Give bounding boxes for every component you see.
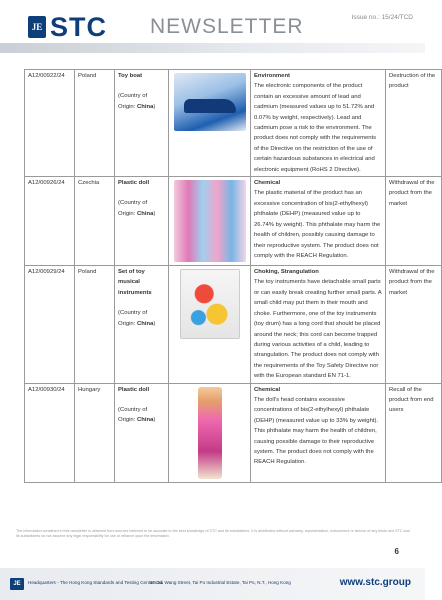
reference-cell: A12/00930/24 (25, 383, 75, 482)
image-cell (169, 177, 251, 266)
risk-cell (251, 177, 386, 266)
origin-label: (Country of Origin: (118, 200, 148, 217)
risk-title: Chemical (254, 386, 281, 393)
website-link[interactable]: www.stc.group (339, 577, 411, 588)
risk-cell (251, 383, 386, 482)
header (0, 0, 425, 60)
recall-table (24, 69, 442, 483)
origin-close: ) (153, 417, 156, 424)
country-cell: Poland (75, 70, 115, 177)
origin-label: (Country of Origin: (118, 93, 148, 110)
headquarters-text: Headquarters - The Hong Kong Standards and Testing Centre Ltd. (28, 580, 163, 585)
origin-label: (Country of Origin: (118, 406, 148, 424)
product-name: Set of toy musical instruments (118, 269, 152, 296)
origin-close: ) (153, 210, 156, 217)
risk-description: The electronic components of the product contain an excessive amount of lead and cadmium (measured values up to 51.72% and 0.07% by weight, respectively). Lead and cadmium pose a risk to the environment. The product does not comply with the requirements of the Directive on the restriction of the use of certain hazardous substances in electrical and electronic equipment (RoHS 2 Directive). (254, 83, 377, 173)
country-cell: Poland (75, 266, 115, 383)
footer-logo-icon: JE (10, 578, 24, 590)
origin-country: China (137, 210, 154, 217)
image-cell (169, 383, 251, 482)
disclaimer-text: The information contained in this newsletter is obtained from sources believed to be accurate to the best knowledge of STC and its subsidiaries. It is distributed without warranty, representation, inducement or licence of any kinds and STC and its subsidiaries do not assume any legal responsibility for use or reliance upon the information. (16, 529, 410, 539)
measure-cell: Withdrawal of the product from the market (386, 266, 442, 383)
risk-cell (251, 70, 386, 177)
newsletter-title: NEWSLETTER (150, 15, 304, 38)
product-name: Plastic doll (118, 180, 150, 187)
table-row (25, 383, 442, 482)
image-cell (169, 266, 251, 383)
origin-country: China (137, 103, 154, 110)
country-of-origin (118, 198, 165, 219)
country-of-origin (118, 91, 165, 112)
image-cell (169, 70, 251, 177)
address-text: 10 Dai Wang Street, Tai Po Industrial Estate, Tai Po, N.T., Hong Kong (150, 580, 291, 585)
risk-title: Choking, Strangulation (254, 269, 319, 276)
reference-cell: A12/00926/24 (25, 177, 75, 266)
origin-country: China (137, 417, 154, 424)
toy-instruments-image (180, 269, 240, 339)
risk-cell (251, 266, 386, 383)
reference-cell: A12/00929/24 (25, 266, 75, 383)
risk-title: Environment (254, 73, 291, 79)
plastic-doll-image (174, 180, 246, 262)
risk-title: Chemical (254, 180, 281, 187)
product-cell (115, 177, 169, 266)
measure-cell: Destruction of the product (386, 70, 442, 177)
product-name: Plastic doll (118, 386, 150, 393)
page-number: 6 (394, 547, 399, 556)
table-row (25, 266, 442, 383)
plastic-doll-image (198, 387, 222, 479)
risk-description: The doll's head contains excessive concentrations of bis(2-ethylhexyl) phthalate (DEHP) (measured value up to 33% by weight). This phthalate may harm the health of children, causing possible damage to their reproductive system. The product does not comply with the REACH Regulation. (254, 396, 379, 466)
country-of-origin (118, 405, 165, 426)
issue-number: Issue no.: 15/24/TCD (351, 14, 413, 21)
country-cell: Hungary (75, 383, 115, 482)
table-row (25, 70, 442, 177)
header-divider (0, 43, 425, 53)
toy-boat-image (174, 73, 246, 131)
country-cell: Czechia (75, 177, 115, 266)
stc-logo (28, 14, 107, 40)
footer (0, 568, 425, 600)
reference-cell: A12/00922/24 (25, 70, 75, 177)
measure-cell: Withdrawal of the product from the market (386, 177, 442, 266)
origin-close: ) (153, 103, 156, 110)
table-row (25, 177, 442, 266)
risk-description: The toy instruments have detachable small parts or can easily break creating further small parts. A small child may put them in their mouth and choke. Furthermore, one of the toy instruments (toy drum) has a long cord that should be placed around the neck; this cord can become trapped during various activities of a child, leading to strangulation. The product does not comply with the requirements of the Toy Safety Directive nor with the European standard EN 71-1. (254, 279, 382, 380)
product-cell (115, 383, 169, 482)
product-cell (115, 70, 169, 177)
logo-text: STC (50, 12, 107, 42)
product-cell (115, 266, 169, 383)
risk-description: The plastic material of the product has an excessive concentration of bis(2-ethylhexyl) phthalate (DEHP) (measured value up to 26.74% by weight). This phthalate may harm the health of children, possibly causing damage to their reproductive system. The product does not comply with the REACH Regulation. (254, 190, 381, 259)
origin-close: ) (153, 320, 156, 327)
product-name: Toy boat (118, 73, 143, 79)
logo-mark-icon: JE (28, 16, 46, 38)
origin-label: (Country of Origin: (118, 310, 148, 327)
country-of-origin (118, 308, 165, 329)
origin-country: China (137, 320, 154, 327)
measure-cell: Recall of the product from end users (386, 383, 442, 482)
